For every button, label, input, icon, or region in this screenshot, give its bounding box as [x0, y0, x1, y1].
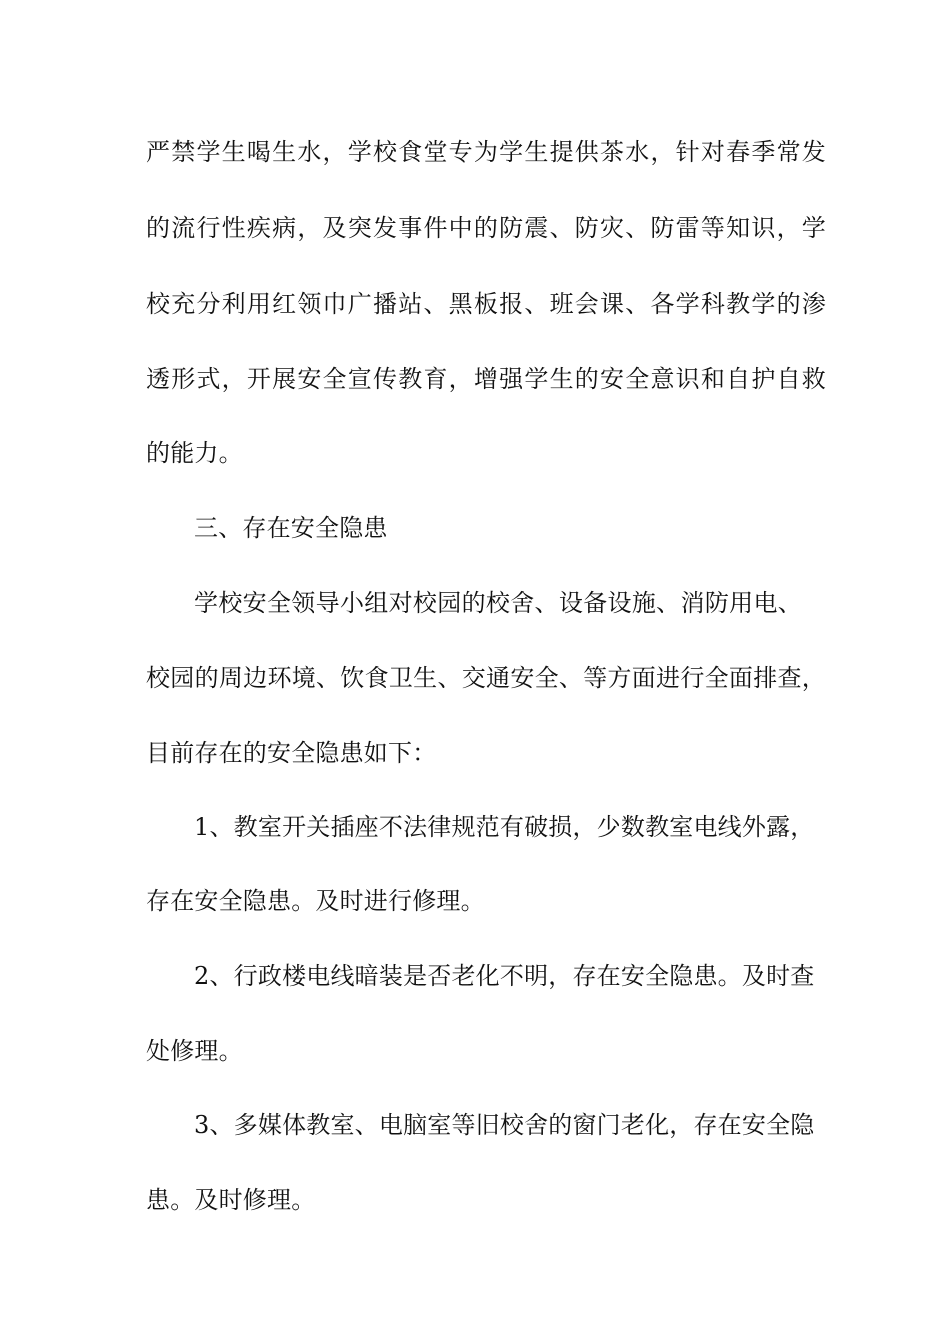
paragraph-line: 的能力。: [146, 439, 243, 467]
paragraph-line: 透形式，开展安全宣传教育，增强学生的安全意识和自护自救: [146, 365, 826, 393]
list-item-line: 患。及时修理。: [146, 1186, 316, 1214]
paragraph-line: 严禁学生喝生水，学校食堂专为学生提供茶水，针对春季常发: [146, 138, 826, 166]
paragraph-line: 目前存在的安全隐患如下：: [146, 739, 437, 767]
list-item-line: 存在安全隐患。及时进行修理。: [146, 887, 485, 915]
paragraph-line: 校园的周边环境、饮食卫生、交通安全、等方面进行全面排查，: [146, 664, 826, 692]
section-heading: 三、存在安全隐患: [194, 514, 388, 542]
paragraph-line: 校充分利用红领巾广播站、黑板报、班会课、各学科教学的渗: [146, 290, 826, 318]
list-item-line: 3、多媒体教室、电脑室等旧校舍的窗门老化，存在安全隐: [194, 1111, 815, 1139]
paragraph-line: 学校安全领导小组对校园的校舍、设备设施、消防用电、: [194, 589, 802, 617]
list-item-line: 处修理。: [146, 1037, 243, 1065]
paragraph-line: 的流行性疾病，及突发事件中的防震、防灾、防雷等知识，学: [146, 214, 826, 242]
list-item-line: 2、行政楼电线暗装是否老化不明，存在安全隐患。及时查: [194, 962, 815, 990]
list-item-line: 1、教室开关插座不法律规范有破损，少数教室电线外露，: [194, 813, 815, 841]
